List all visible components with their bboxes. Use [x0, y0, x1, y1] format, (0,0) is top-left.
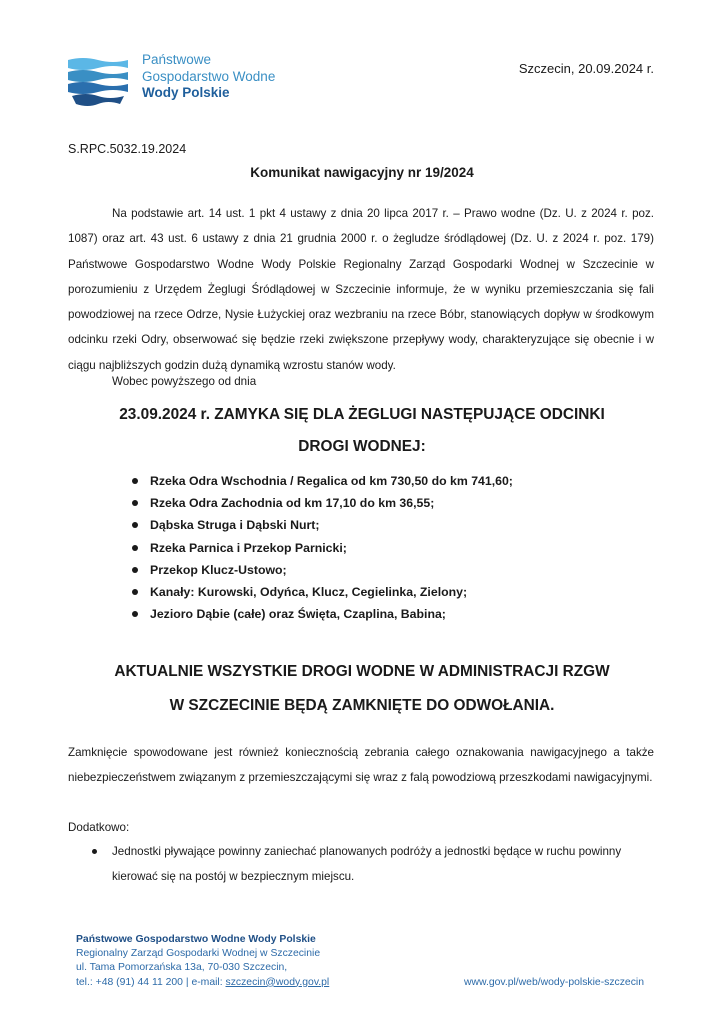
- footer-contact: [76, 933, 329, 990]
- paragraph-intro: Wobec powyższego od dnia: [112, 375, 257, 388]
- list-item: Rzeka Parnica i Przekop Parnicki;: [130, 537, 513, 559]
- waves-logo-icon: [68, 56, 128, 106]
- logo-line-2: Gospodarstwo Wodne: [142, 68, 276, 84]
- logo-text: [142, 52, 275, 102]
- wody-polskie-logo: [68, 52, 298, 112]
- list-item: Przekop Klucz-Ustowo;: [130, 559, 513, 581]
- logo-line-1: Państwowe: [142, 52, 212, 67]
- paragraph-reason: Zamknięcie spowodowane jest również koniecznością zebrania całego oznakowania nawigacyjnego a także niebezpieczeństwem związanym z przemieszczającymi się wraz z falą powodziową przeszkodami nawigacyjnymi.: [68, 746, 654, 785]
- footer-address: ul. Tama Pomorzańska 13a, 70-030 Szczecin,: [76, 962, 288, 974]
- list-item: Kanały: Kurowski, Odyńca, Klucz, Cegielinka, Zielony;: [130, 581, 513, 603]
- list-item: Rzeka Odra Zachodnia od km 17,10 do km 36,55;: [130, 492, 513, 514]
- paragraph-legal-basis: Na podstawie art. 14 ust. 1 pkt 4 ustawy z dnia 20 lipca 2017 r. – Prawo wodne (Dz. U. z 2024 r. poz. 1087) oraz art. 43 ust. 6 ustawy z dnia 21 grudnia 2000 r. o żegludze śródlądowej (Dz. U. z 2024 r. poz. 179) Państwowe Gospodarstwo Wodne Wody Polskie Regionalny Zarząd Gospodarki Wodnej w Szczecinie w porozumieniu z Urzędem Żeglugi Śródlądowej w Szczecinie informuje, że w wyniku przemieszczania się fali powodziowej na rzece Odrze, Nysie Łużyckiej oraz wezbraniu na rzece Bóbr, stanowiących dopływ w środkowym odcinku rzeki Odry, obserwować się będzie rzeki zwiększone przepływy wody, charakteryzujące się obecnie i w ciągu najbliższych godzin dużą dynamiką wzrostu stanów wody.: [68, 207, 654, 372]
- document-title: Komunikat nawigacyjny nr 19/2024: [250, 165, 474, 180]
- footer-phone-email: [76, 976, 329, 990]
- list-item: Dąbska Struga i Dąbski Nurt;: [130, 514, 513, 536]
- footer-org: Państwowe Gospodarstwo Wodne Wody Polskie: [76, 934, 316, 945]
- footer-unit: Regionalny Zarząd Gospodarki Wodnej w Szczecinie: [76, 948, 321, 960]
- bullet-icon: [92, 849, 97, 854]
- status-headline: [0, 655, 724, 723]
- status-headline-line-1: AKTUALNIE WSZYSTKIE DROGI WODNE W ADMINISTRACJI RZGW: [114, 663, 610, 680]
- additional-item-text: Jednostki pływające powinny zaniechać planowanych podróży a jednostki będące w ruchu powinny kierować się na postój w bezpiecznym miejscu.: [112, 845, 622, 884]
- logo-line-3: Wody Polskie: [142, 85, 230, 100]
- closure-headline-line-2: DROGI WODNEJ:: [298, 438, 426, 455]
- document-date: Szczecin, 20.09.2024 r.: [518, 61, 654, 76]
- status-headline-line-2: W SZCZECINIE BĘDĄ ZAMKNIĘTE DO ODWOŁANIA.: [169, 697, 555, 714]
- reference-number: S.RPC.5032.19.2024: [68, 142, 187, 156]
- closure-headline-line-1: 23.09.2024 r. ZAMYKA SIĘ DLA ŻEGLUGI NASTĘPUJĄCE ODCINKI: [119, 406, 605, 423]
- closed-sections-list: [130, 470, 513, 625]
- footer-email-link[interactable]: szczecin@wody.gov.pl: [225, 976, 330, 988]
- footer-phone: tel.: +48 (91) 44 11 200 | e-mail:: [76, 976, 226, 988]
- paragraph-additionally: Dodatkowo:: [68, 821, 130, 834]
- footer-website-link[interactable]: www.gov.pl/web/wody-polskie-szczecin: [464, 977, 644, 988]
- closure-headline: [0, 399, 724, 463]
- list-item: Rzeka Odra Wschodnia / Regalica od km 730,50 do km 741,60;: [130, 470, 513, 492]
- list-item: Jezioro Dąbie (całe) oraz Święta, Czaplina, Babina;: [130, 603, 513, 625]
